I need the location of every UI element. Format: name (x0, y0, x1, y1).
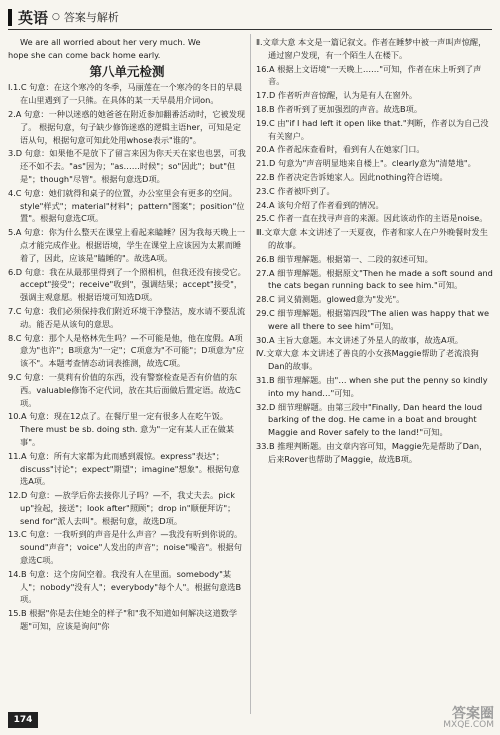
answer-item: 12.D 句意：—放学后你去接你儿子吗？—不，我丈夫去。pick up"捡起，接送"；look after"照顾"；drop in"顺便拜访"；send for"派人去叫"。根据句意，故选D项。 (8, 490, 236, 526)
answer-item: 30.A 主旨大意题。本文讲述了外星人的故事，故选A项。 (256, 334, 463, 345)
answer-item: 18.B 作者听到了更加强烈的声音。故选B项。 (256, 103, 423, 114)
right-column (256, 36, 494, 467)
answer-item: 26.B 细节理解题。根据第一、二段的叙述可知。 (256, 253, 433, 264)
answer-item: 24.A 该句介绍了作者看到的情况。 (256, 199, 384, 210)
answer-item: 21.D 句意为"声音明显地来自楼上"。clearly意为"清楚地"。 (256, 158, 476, 169)
answer-item: 8.C 句意：那个人是格林先生吗？—不可能是他，他在度假。A项意为"也许"；B项意为"一定"；C项意为"不可能"；D项意为"应该不"。本题考查情态动词表推测，故选C项。 (8, 332, 245, 369)
answer-item: 9.C 句意：一莫莉有价值的东西，没有警察检查是否有价值的东西。valuable修饰不定代词，放在其后面做后置定语。故选C项。 (8, 371, 241, 408)
answer-item: 32.D 细节理解题。由第三段中"Finally, Dan heard the loud barking of the dog. He came in a boat and brought Maggie and Rover safely to the land!"可知。 (256, 401, 483, 438)
answer-item: 25.C 作者一直在找寻声音的来源。因此该动作的主语是noise。 (256, 213, 488, 224)
page-header (8, 6, 119, 28)
answer-item: 5.A 句意：你为什么整天在课堂上看起来瞌睡？因为我每天晚上一点才能完成作业。根据语境，学生在课堂上应该因为太累而睡着了，因此，应该是"瞌睡的"。故选A项。 (8, 227, 246, 263)
header-bar-mark (8, 9, 12, 26)
column-divider (250, 34, 251, 714)
answer-item: 11.A 句意：所有大家都为此而感到震惊。express"表达"；discuss"讨论"；expect"期望"；imagine"想象"。根据句意选A项。 (8, 450, 240, 487)
answer-item: Ⅲ.文章大意 本文讲述了一天夏夜，作者和家人在户外晚餐时发生的故事。 (256, 227, 488, 250)
answer-item: Ⅳ.文章大意 本文讲述了善良的小女孩Maggie帮助了老流浪狗Dan的故事。 (256, 348, 479, 372)
intro-line-2: hope she can come back home early. (8, 49, 161, 60)
answer-item: 10.A 句意：现在12点了。在餐厅里一定有很多人在吃午饭。There must be sb. doing sth. 意为"一定有某人正在做某事"。 (8, 411, 234, 447)
answer-item: 15.B 根据"你是去住她全的样子"和"我不知道如何解决这道数学题"可知，应该是询问"你 (8, 608, 238, 632)
answer-item: Ⅰ.1.C 句意：在这个寒冷的冬季，马丽莲在一个寒冷的冬日的早晨在山里遇到了一只熊。在具体的某一天早晨用介词on。 (8, 82, 243, 106)
header-title: 英语 (18, 8, 49, 27)
answer-item: 16.A 根据上文语境"一天晚上……"可知，作者在床上听到了声音。 (256, 63, 482, 87)
answer-item: 27.A 细节理解题。根据原文"Then he made a soft sound and the cats began running back to see him."可知。 (256, 267, 493, 291)
watermark-logo (443, 706, 494, 731)
left-column (8, 36, 246, 634)
answer-item: 22.B 作者决定告诉她家人。因此nothing符合语境。 (256, 171, 448, 182)
answer-item: 6.D 句意：我在从最那里得到了一个照相机，但我还没有接受它。accept"接受"；receive"收到"，强调结果；accept"接受"，强调主观意愿。根据语境可知选D项。 (8, 266, 246, 303)
answer-item: 13.C 句意：一我听到的声音是什么声音？—我没有听到你说的。sound"声音"；voice"人发出的声音"；noise"噪音"。根据句意选C项。 (8, 529, 243, 566)
answer-item: 33.B 推理判断题。由文章内容可知，Maggie先是帮助了Dan，后来Rover也帮助了Maggie，故选B项。 (256, 440, 488, 464)
header-separator-icon: ○ (52, 12, 60, 22)
intro-line-1: We are all worried about her very much. We (20, 37, 201, 47)
answer-item: 7.C 句意：我们必须保持我们附近环境干净整洁，废水请不要乱流动。能否是从该句的意思。 (8, 305, 246, 329)
watermark-line-2: MXQE.COM (443, 720, 494, 730)
answer-item: 14.B 句意：这个房间空着。我没有人在里面。somebody"某人"；nobody"没有人"；everybody"每个人"。根据句意选B项。 (8, 568, 242, 605)
answer-item: 3.D 句意：如果他不是放下了留言来因为你天天在家也也罢，可我还不如不去。"as"因为；"as……时候"；so"因此"；but"但是"；though"尽管"。根据句意选D项。 (8, 148, 246, 184)
answer-item: Ⅱ.文章大意 本文是一篇记叙文。作者在睡梦中被一声叫声惊醒，通过窗户发现，有一个陌生人在楼下。 (256, 37, 487, 60)
answer-item: 4.C 句意：她们就得和桌子的位置，办公室里会有更多的空间。style"样式"；material"材料"；pattern"图案"；position"位置"。根据句意选C项。 (8, 187, 245, 224)
answer-item: 19.C 由"if I had left it open like that."判断，作者以为自己没有关窗户。 (256, 117, 489, 141)
section-title: 第八单元检测 (89, 63, 165, 79)
answer-item: 23.C 作者被吓到了。 (256, 185, 335, 196)
page-number: 174 (8, 712, 38, 728)
answer-item: 29.C 细节理解题。根据第四段"The alien was happy that we were all there to see him"可知。 (256, 307, 489, 331)
answer-item: 2.A 句意：一种以迷惑的她爸爸在附近参加翻番活动时，它被发现了。 根据句意，句子缺少修饰迷惑的逻辑主语her，可知是定语从句，根据句意可知此处用whose表示"谁的"。 (8, 108, 246, 145)
answer-item: 28.C 词义猜测题。glowed意为"发光"。 (256, 294, 405, 305)
answer-item: 17.D 作者听声音惊醒，认为是有人在窗外。 (256, 90, 418, 101)
watermark-line-1: 答案圈 (452, 706, 494, 722)
header-subtitle: 答案与解析 (63, 11, 119, 24)
answer-item: 20.A 作者起床查看时，看到有人在她家门口。 (256, 144, 425, 155)
header-rule (8, 29, 492, 30)
answer-item: 31.B 细节理解题。由"… when she put the penny so kindly into my hand…"可知。 (256, 374, 488, 398)
